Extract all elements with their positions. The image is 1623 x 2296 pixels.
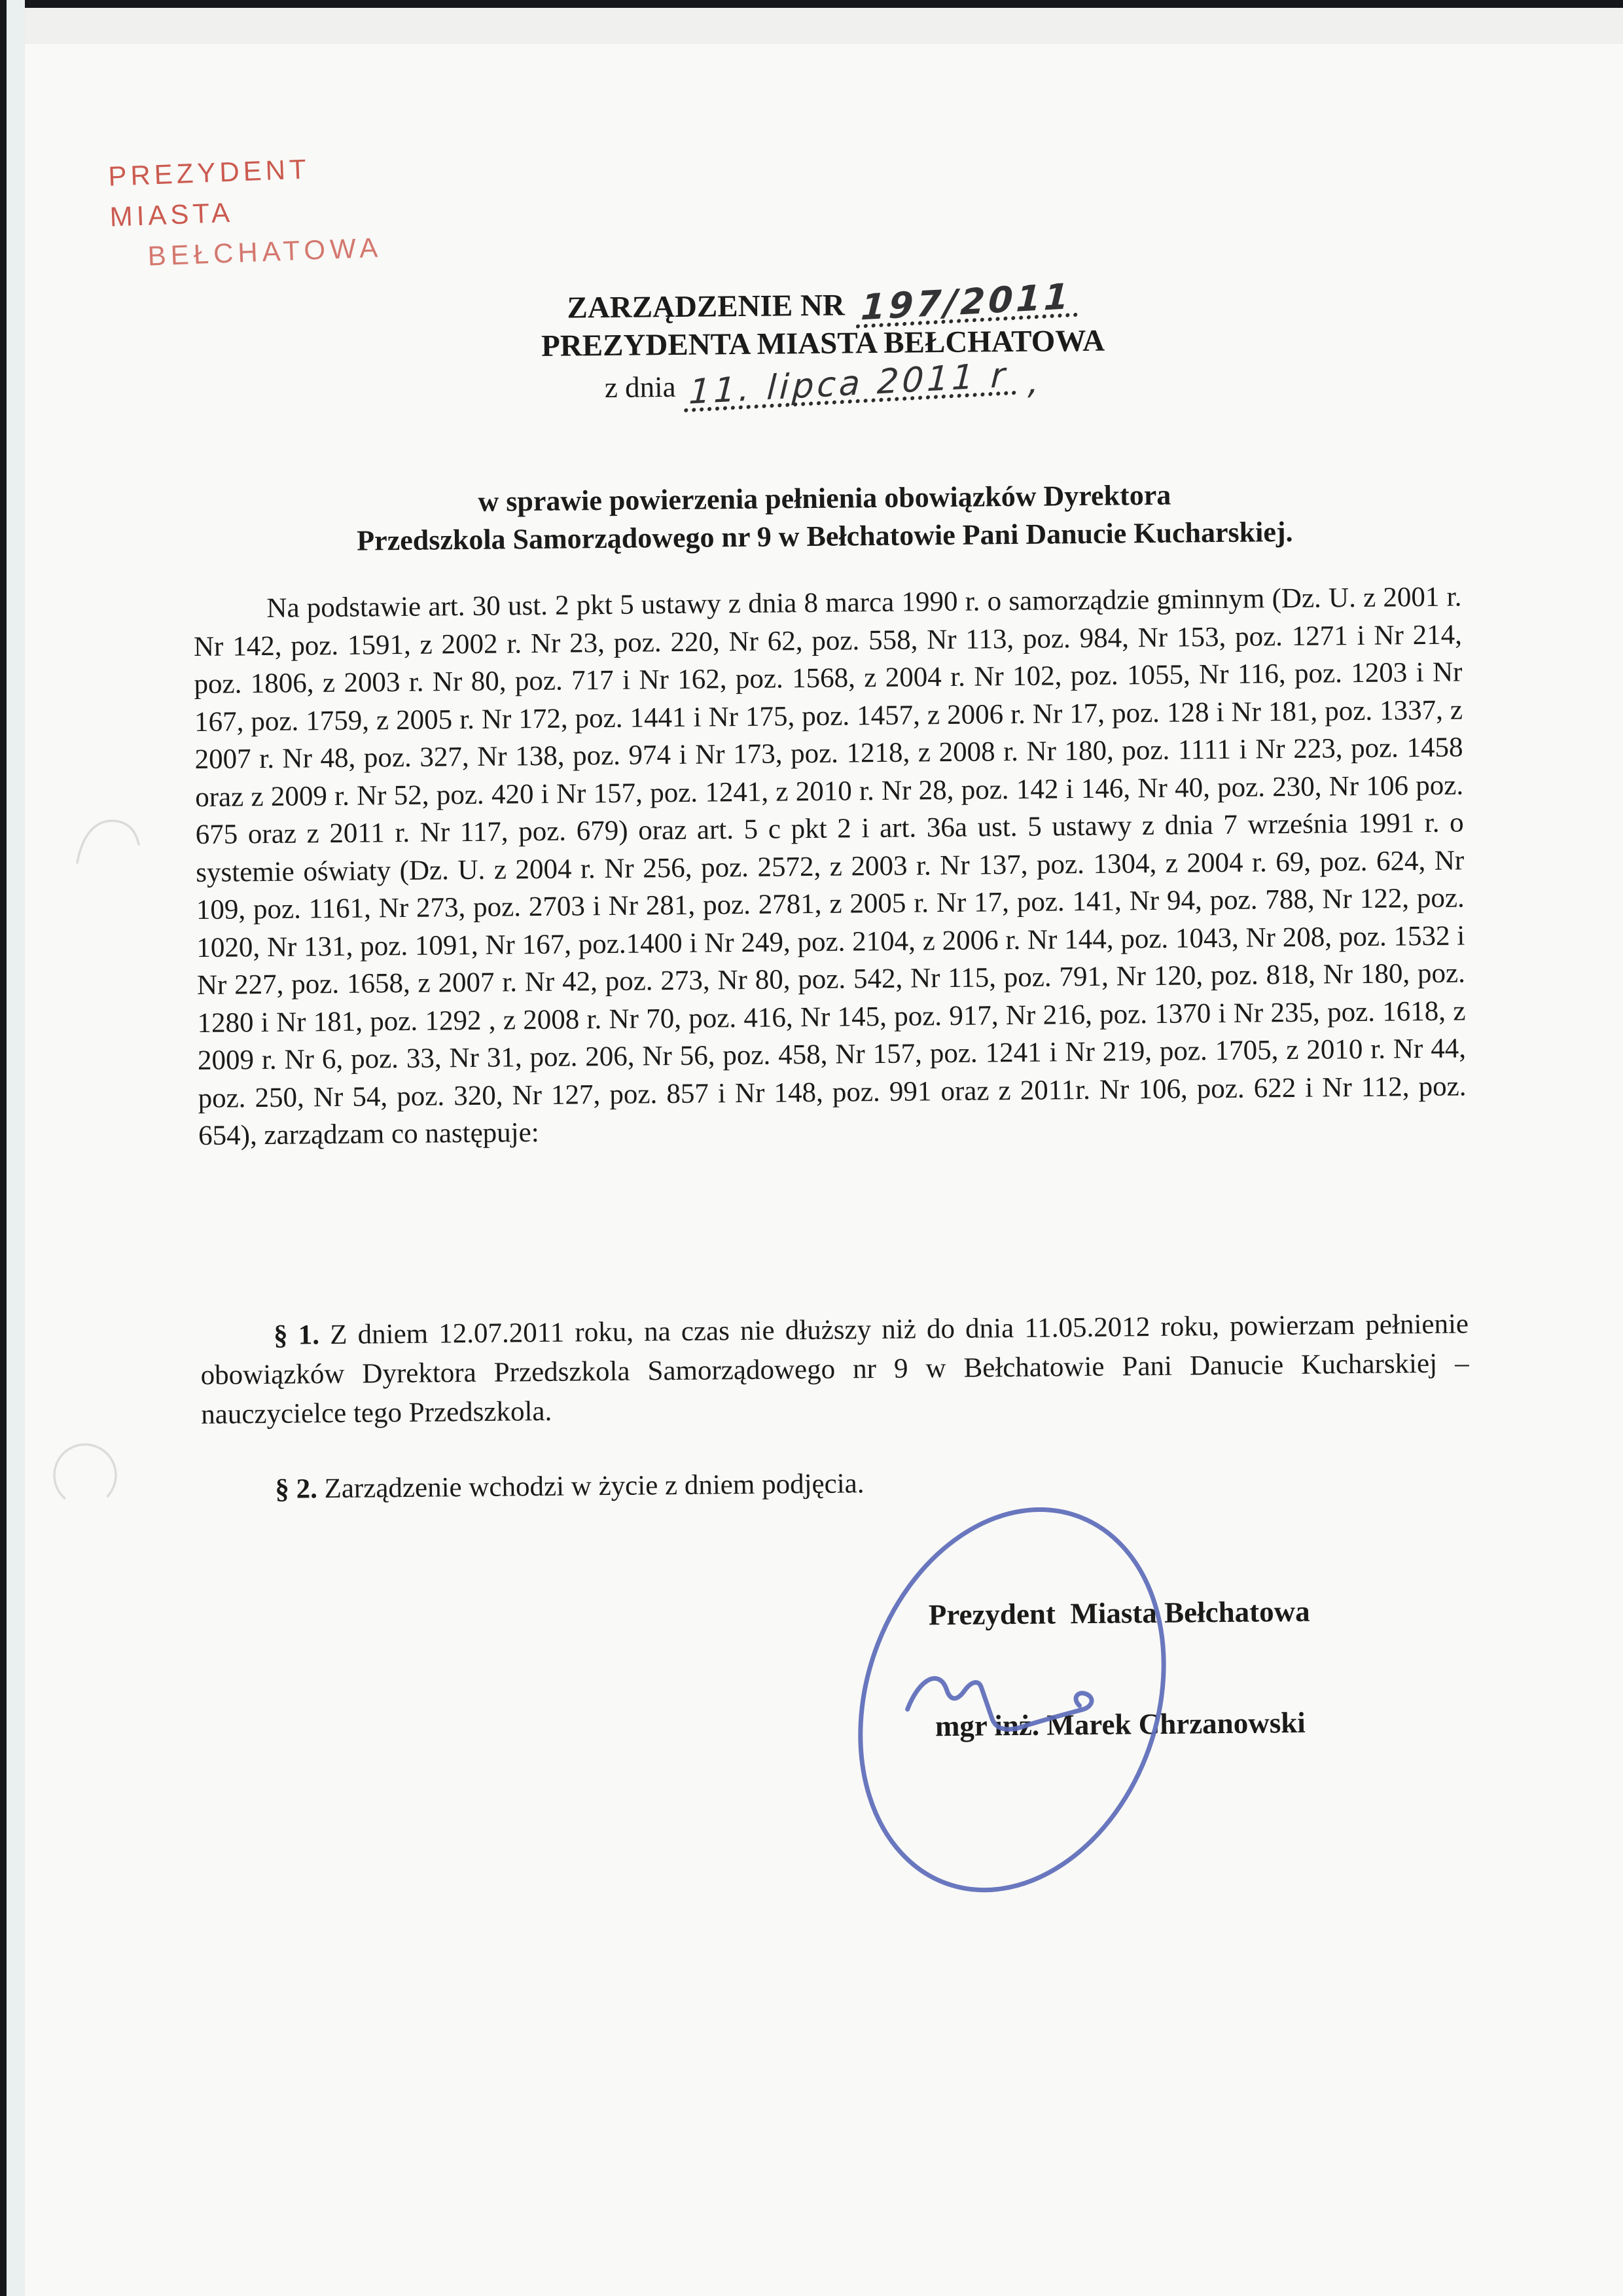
section-1 [200, 1304, 1470, 1435]
subject-line-1: w sprawie powierzenia pełnienia obowiązków Dyrektora [478, 478, 1171, 518]
ordinance-number-handwritten: 197/2011 [856, 280, 1079, 329]
signature-name-line: mgr inż. Marek Chrzanowski [935, 1706, 1306, 1743]
official-stamp [107, 145, 419, 278]
subject-line-2: Przedszkola Samorządowego nr 9 w Bełchatowie Pani Danucie Kucharskiej. [357, 515, 1293, 557]
signature-office-line: Prezydent Miasta Bełchatowa [928, 1594, 1310, 1632]
subject-block [192, 474, 1457, 562]
stamp-line-2: BEŁCHATOWA [147, 232, 383, 272]
section-2-label: § 2. [275, 1473, 318, 1505]
stamp-line-1: PREZYDENT MIASTA [107, 153, 310, 232]
section-1-text: Z dniem 12.07.2011 roku, na czas nie dłuższy niż do dnia 11.05.2012 roku, powierzam pełnienie obowiązków Dyrektora Przedszkola Samorządowego nr 9 w Bełchatowie Pani Danucie Kucharskiej – nauczycielce tego Przedszkola. [200, 1308, 1469, 1430]
date-comma-handwritten: , [1027, 361, 1043, 403]
section-2-text: Zarządzenie wchodzi w życie z dniem podjęcia. [324, 1468, 865, 1505]
legal-basis-paragraph: Na podstawie art. 30 ust. 2 pkt 5 ustawy z dnia 8 marca 1990 r. o samorządzie gminnym (Dz. U. z 2001 r. Nr 142, poz. 1591, z 2002 r. Nr 23, poz. 220, Nr 62, poz. 558, Nr 113, poz. 984, Nr 153, poz. 1271 i Nr 214, poz. 1806, z 2003 r. Nr 80, poz. 717 i Nr 162, poz. 1568, z 2004 r. Nr 102, poz. 1055, Nr 116, poz. 1203 i Nr 167, poz. 1759, z 2005 r. Nr 172, poz. 1441 i Nr 175, poz. 1457, z 2006 r. Nr 17, poz. 128 i Nr 181, poz. 1337, z 2007 r. Nr 48, poz. 327, Nr 138, poz. 974 i Nr 173, poz. 1218, z 2008 r. Nr 180, poz. 1111 i Nr 223, poz. 1458 oraz z 2009 r. Nr 52, poz. 420 i Nr 157, poz. 1241, z 2010 r. Nr 28, poz. 142 i 146, Nr 40, poz. 230, Nr 106 poz. 675 oraz z 2011 r. Nr 117, poz. 679) oraz art. 5 c pkt 2 i art. 36a ust. 5 ustawy z dnia 7 września 1991 r. o systemie oświaty (Dz. U. z 2004 r. Nr 256, poz. 2572, z 2003 r. Nr 137, poz. 1304, z 2004 r. 69, poz. 624, Nr 109, poz. 1161, Nr 273, poz. 2703 i Nr 281, poz. 2781, z 2005 r. Nr 17, poz. 141, Nr 94, poz. 788, Nr 122, poz. 1020, Nr 131, poz. 1091, Nr 167, poz.1400 i Nr 249, poz. 2104, z 2006 r. Nr 144, poz. 1043, Nr 208, poz. 1532 i Nr 227, poz. 1658, z 2007 r. Nr 42, poz. 273, Nr 80, poz. 542, Nr 115, poz. 791, Nr 120, poz. 818, Nr 180, poz. 1280 i Nr 181, poz. 1292 , z 2008 r. Nr 70, poz. 416, Nr 145, poz. 917, Nr 216, poz. 1370 i Nr 235, poz. 1618, z 2009 r. Nr 6, poz. 33, Nr 31, poz. 206, Nr 56, poz. 458, Nr 157, poz. 1241 i Nr 219, poz. 1705, z 2010 r. Nr 44, poz. 250, Nr 54, poz. 320, Nr 127, poz. 857 i Nr 148, poz. 991 oraz z 2011r. Nr 106, poz. 622 i Nr 112, poz. 654), zarządzam co następuje: [193, 581, 1467, 1152]
issuer-line: PREZYDENTA MIASTA BEŁCHATOWA [541, 323, 1105, 363]
ordinance-title-prefix: ZARZĄDZENIE NR [567, 288, 846, 325]
section-1-label: § 1. [273, 1319, 320, 1351]
document-heading [190, 276, 1456, 414]
handwritten-signature-ink [758, 1479, 1456, 1937]
date-prefix: z dnia [604, 370, 676, 404]
date-handwritten: 11. lipca 2011 r [685, 359, 1018, 412]
